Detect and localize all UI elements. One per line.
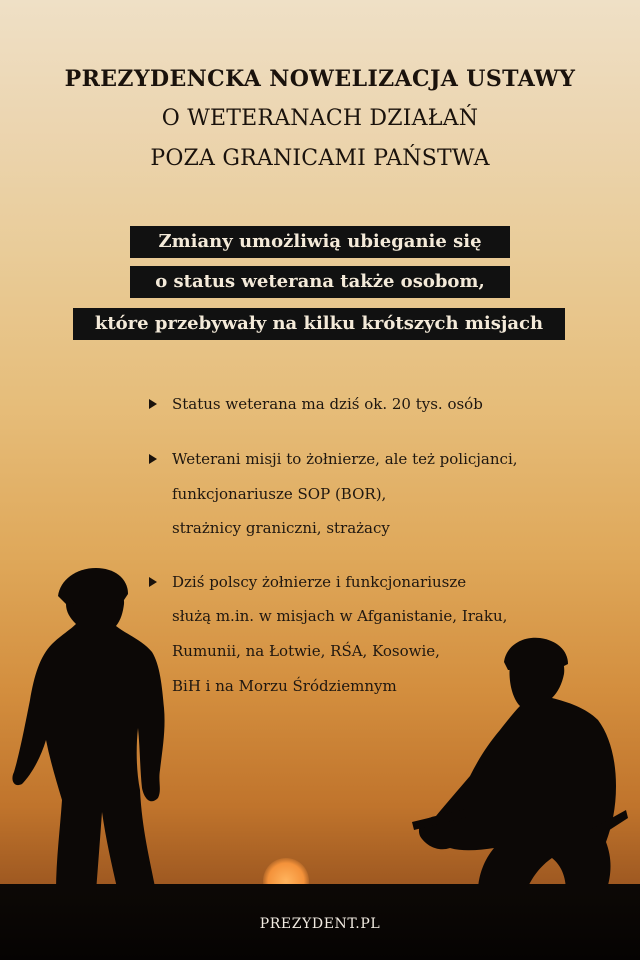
highlight-line-2: o status weterana także osobom, <box>130 266 510 298</box>
highlight-line-3: które przebywały na kilku krótszych misjach <box>73 308 565 340</box>
bullet-1-line-1: Status weterana ma dziś ok. 20 tys. osób <box>172 395 483 413</box>
title-line-2: O WETERANACH DZIAŁAŃ <box>161 106 479 131</box>
bullet-2-line-1: Weterani misji to żołnierze, ale też policjanci, <box>172 450 518 468</box>
bullet-2-line-2: funkcjonariusze SOP (BOR), <box>172 485 387 503</box>
bullet-2-line-3: strażnicy graniczni, strażacy <box>172 519 390 537</box>
title-line-1: PREZYDENCKA NOWELIZACJA USTAWY <box>64 66 576 92</box>
standing-soldier-silhouette <box>12 568 164 892</box>
bullet-3-line-3: Rumunii, na Łotwie, RŚA, Kosowie, <box>172 642 440 660</box>
bullet-3-line-1: Dziś polscy żołnierze i funkcjonariusze <box>172 573 467 591</box>
kneeling-soldier-silhouette <box>412 638 628 892</box>
bullet-3-line-2: służą m.in. w misjach w Afganistanie, Iraku, <box>172 607 508 625</box>
title-line-3: POZA GRANICAMI PAŃSTWA <box>150 146 490 171</box>
bullet-3-line-4: BiH i na Morzu Śródziemnym <box>172 677 397 695</box>
source-footer: PREZYDENT.PL <box>259 916 381 932</box>
highlight-line-1: Zmiany umożliwią ubieganie się <box>130 226 510 258</box>
